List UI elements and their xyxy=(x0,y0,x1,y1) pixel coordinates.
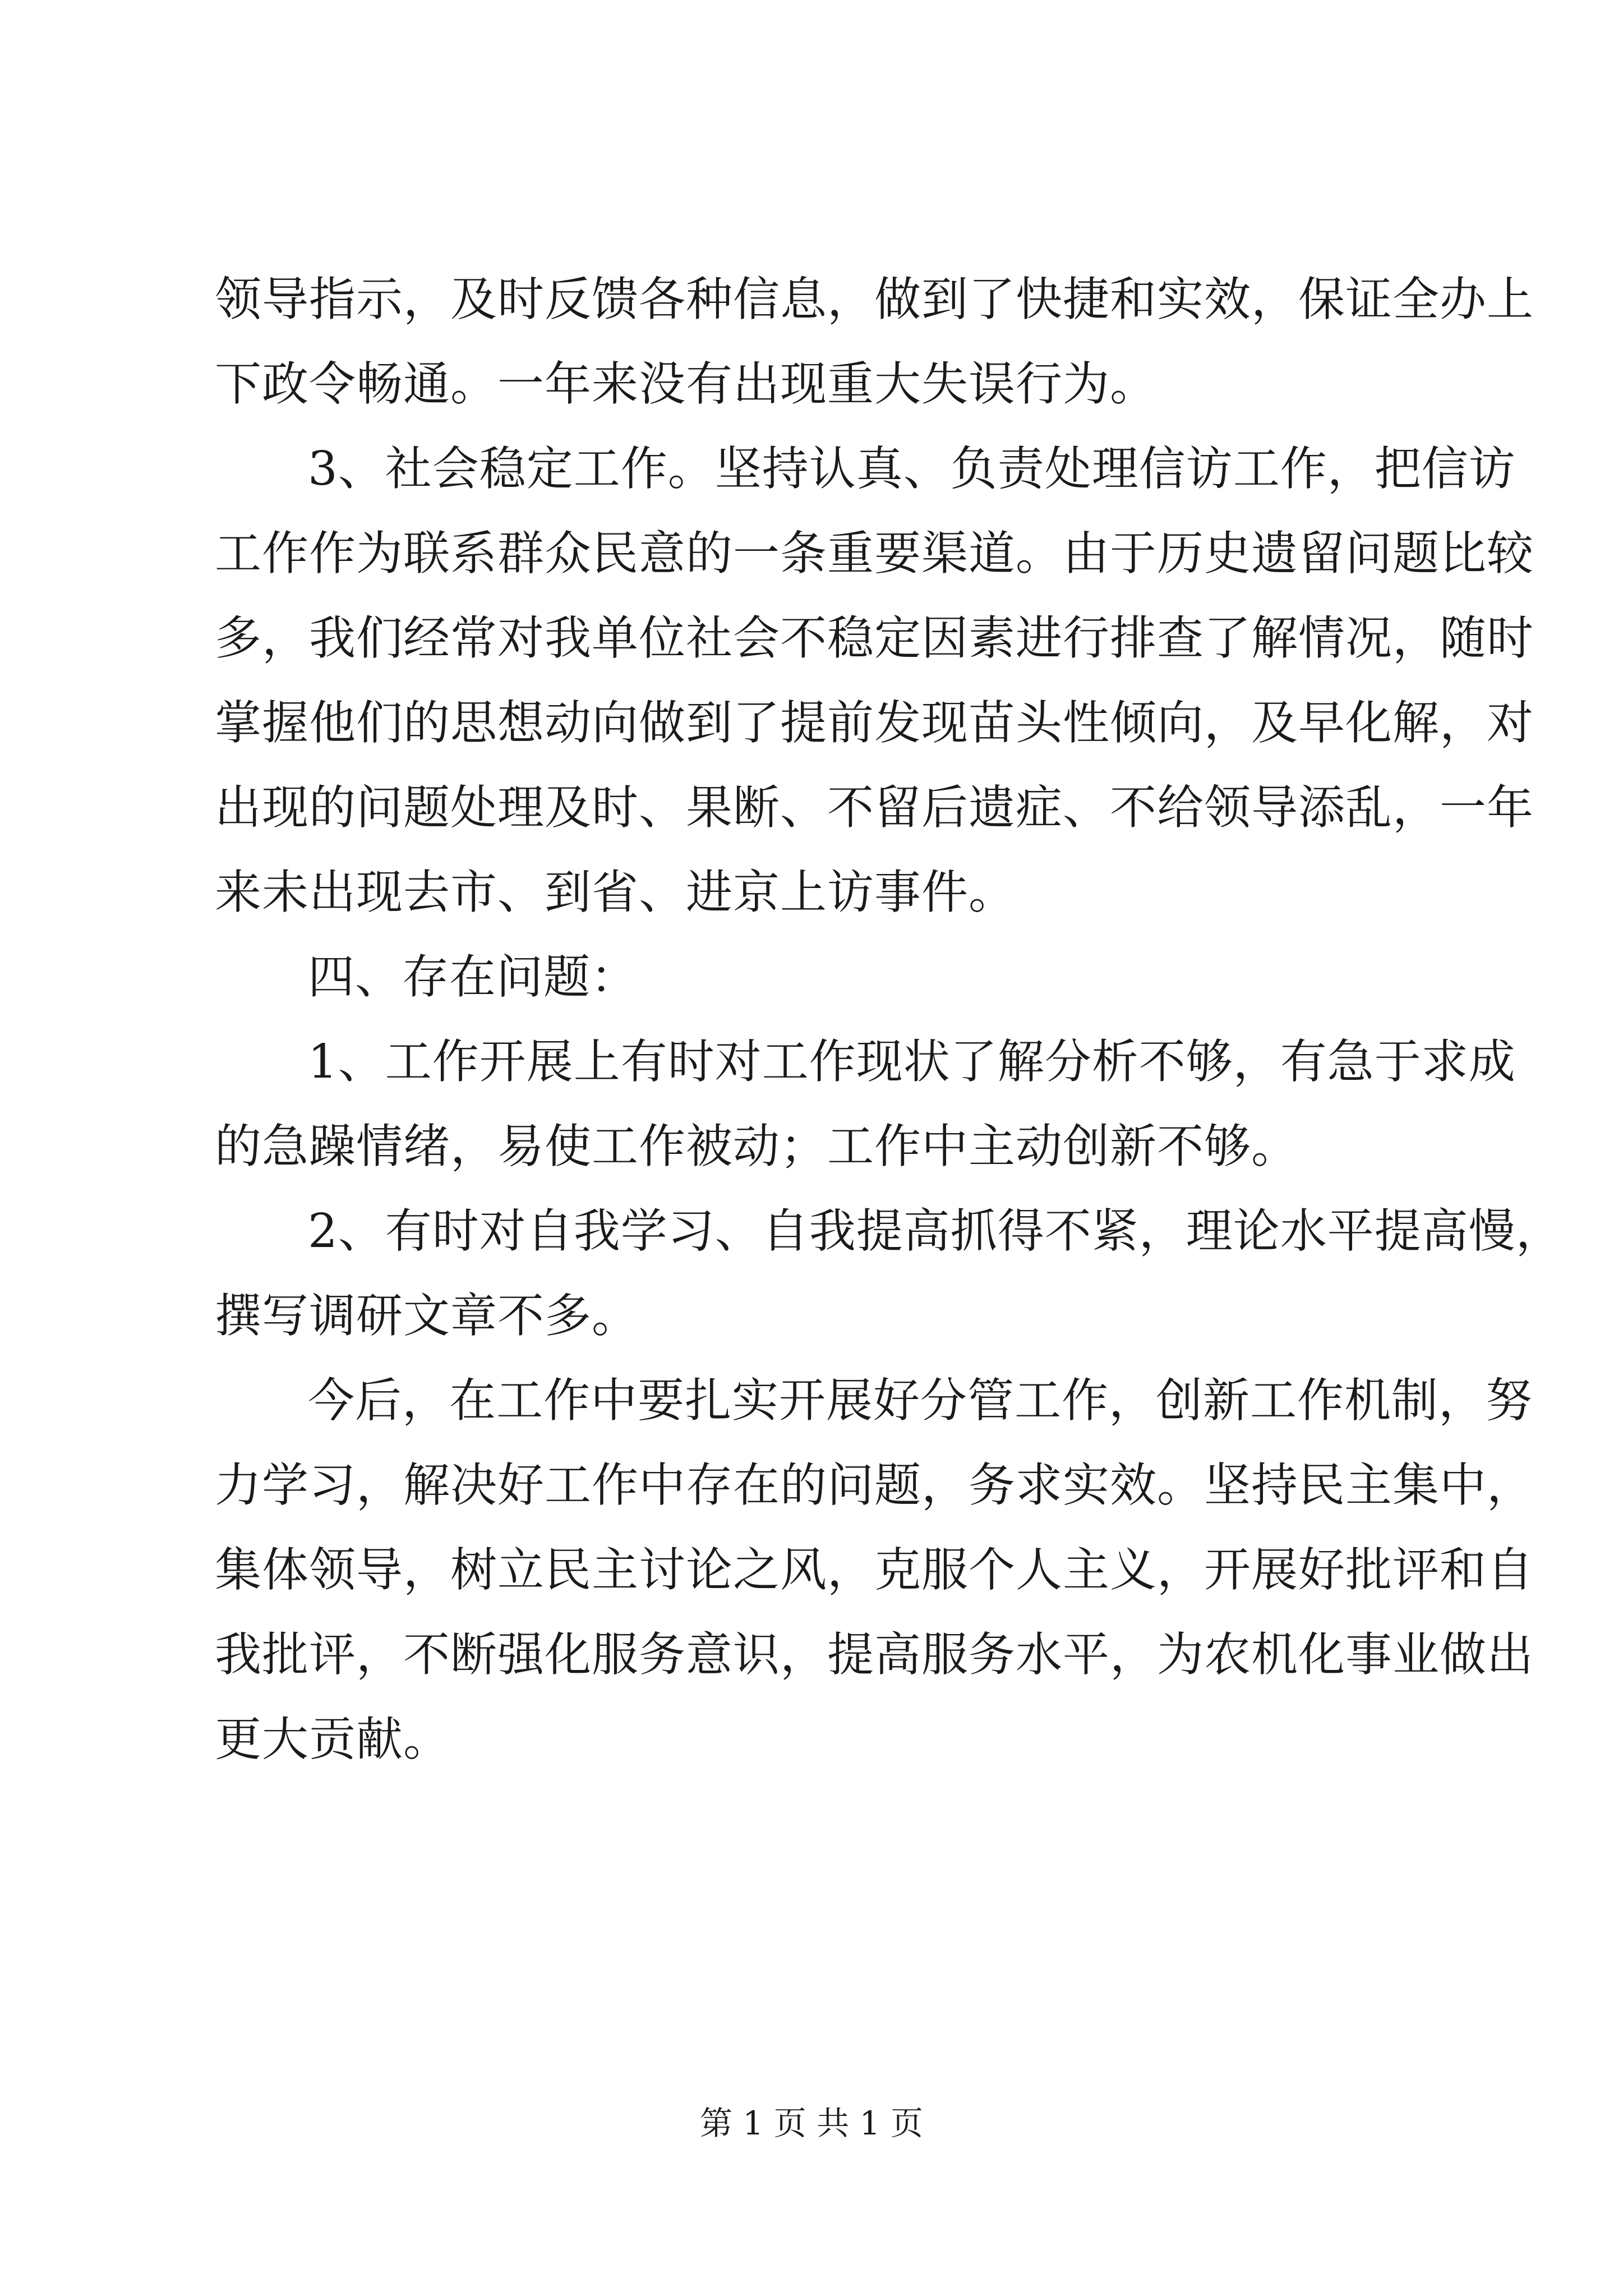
text-line: 力学习，解决好工作中存在的问题，务求实效。坚持民主集中， xyxy=(215,1458,1534,1512)
text-line: 领导指示，及时反馈各种信息，做到了快捷和实效，保证全办上 xyxy=(215,272,1534,326)
text-line: 2、有时对自我学习、自我提高抓得不紧，理论水平提高慢， xyxy=(308,1204,1563,1258)
text-line: 集体领导，树立民主讨论之风，克服个人主义，开展好批评和自 xyxy=(215,1543,1534,1597)
text-line: 3、社会稳定工作。坚持认真、负责处理信访工作，把信访 xyxy=(308,441,1516,496)
paragraph xyxy=(215,1358,1534,1782)
text-line: 来未出现去市、到省、进京上访事件。 xyxy=(215,865,1016,919)
text-line: 掌握他们的思想动向做到了提前发现苗头性倾向，及早化解，对 xyxy=(215,696,1534,750)
text-line: 下政令畅通。一年来没有出现重大失误行为。 xyxy=(215,357,1157,411)
paragraph xyxy=(215,257,1534,426)
paragraph xyxy=(215,1189,1563,1358)
text-line: 1、工作开展上有时对工作现状了解分析不够，有急于求成 xyxy=(308,1034,1516,1089)
paragraph xyxy=(215,426,1534,935)
text-line: 的急躁情绪，易使工作被动；工作中主动创新不够。 xyxy=(215,1119,1298,1174)
text-line: 四、存在问题： xyxy=(308,950,638,1004)
text-line: 出现的问题处理及时、果断、不留后遗症、不给领导添乱，一年 xyxy=(215,780,1534,835)
text-line: 今后，在工作中要扎实开展好分管工作，创新工作机制，努 xyxy=(308,1373,1533,1428)
page-footer: 第 1 页 共 1 页 xyxy=(700,2104,923,2142)
paragraph xyxy=(215,1019,1516,1189)
text-line: 更大贡献。 xyxy=(215,1712,450,1766)
text-line: 撰写调研文章不多。 xyxy=(215,1289,639,1343)
text-line: 我批评，不断强化服务意识，提高服务水平，为农机化事业做出 xyxy=(215,1627,1534,1682)
text-line: 工作作为联系群众民意的一条重要渠道。由于历史遗留问题比较 xyxy=(215,526,1534,581)
document-body xyxy=(215,257,1563,1782)
paragraph xyxy=(215,935,1432,1019)
text-line: 多，我们经常对我单位社会不稳定因素进行排查了解情况，随时 xyxy=(215,611,1534,665)
